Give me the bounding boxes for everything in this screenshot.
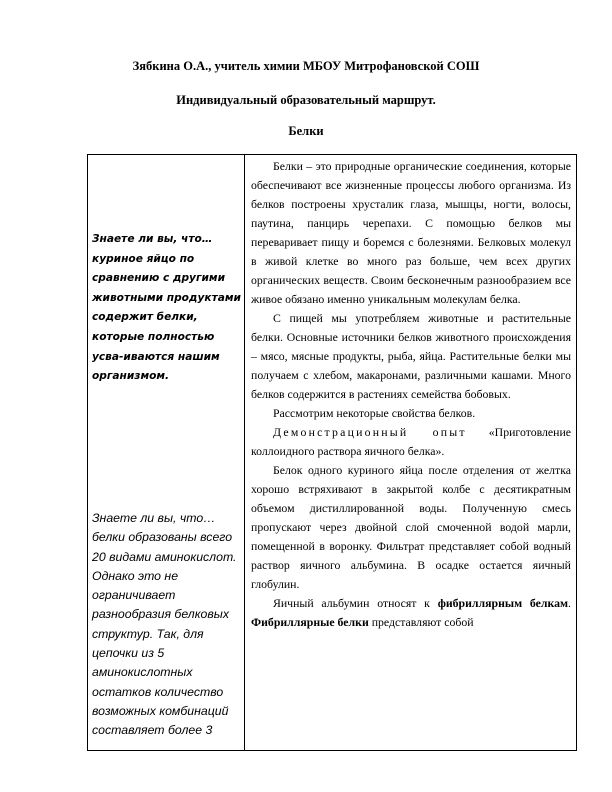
term-fibrillar-proteins-2: Фибриллярные белки: [251, 615, 369, 629]
demo-experiment-label: Демонстрационный опыт: [273, 425, 467, 439]
paragraph-properties: Рассмотрим некоторые свойства белков.: [273, 406, 476, 420]
did-you-know-note-1: Знаете ли вы, что… куриное яйцо по сравнению с другими животными продуктами содержит белки, которые полностью усва-иваются нашим организмом.: [92, 233, 241, 383]
paragraph-proteins-intro: Белки – это природные органические соединения, которые обеспечивают все жизненные процессы любого организма. Из белков построены хрусталик глаза, мышцы, ногти, волосы, паутина, панцирь черепахи. С помощью белков мы переваривает пищу и боремся с болезнями. Белковых молекул в живой клетке во много раз больше, чем всех других органических веществ. Своим бесконечным разнообразием все живое обязано именно уникальным молекулам белка.: [251, 159, 571, 306]
author-line: Зябкина О.А., учитель химии МБОУ Митрофановской СОШ: [132, 59, 480, 73]
paragraph-protein-sources: С пищей мы употребляем животные и растительные белки. Основные источники белков животного происхождения – мясо, мясные продукты, рыба, яйца. Растительные белки мы получаем с хлебом, макаронами, различными кашами. Много белков содержится в растениях семейства бобовых.: [251, 311, 571, 401]
demo-experiment-title: «Приготовление коллоидного раствора яичного белка».: [251, 425, 571, 458]
content-table: [87, 154, 577, 751]
sidebar-column: [88, 155, 244, 750]
did-you-know-note-2: Знаете ли вы, что… белки образованы всего 20 видами аминокислот. Однако это не ограничивает разнообразия белковых структур. Так, для цепочки из 5 аминокислотных остатков количество возможных комбинаций составляет более 3: [92, 511, 237, 738]
albumin-text-end: представляют собой: [368, 615, 474, 629]
paragraph-procedure: Белок одного куриного яйца после отделения от желтка хорошо встряхивают в закрытой колбе с десятикратным объемом дистиллированной воды. Полученную смесь пропускают через двойной слой смоченной водой марли, помещенной в воронку. Фильтрат представляет собой водный раствор яичного альбумина. В осадке остается яичный глобулин.: [251, 463, 571, 591]
column-divider: [244, 155, 245, 750]
paragraph-demo-experiment: [251, 423, 571, 461]
albumin-text-start: Яичный альбумин относят к: [273, 596, 438, 610]
paragraph-albumin: [251, 594, 571, 632]
document-subtitle: Индивидуальный образовательный маршрут.: [176, 93, 436, 107]
main-text-column: [251, 157, 571, 747]
albumin-text-mid: .: [568, 596, 571, 610]
term-fibrillar-proteins: фибриллярным белкам: [437, 596, 569, 610]
topic-title: Белки: [288, 124, 324, 138]
